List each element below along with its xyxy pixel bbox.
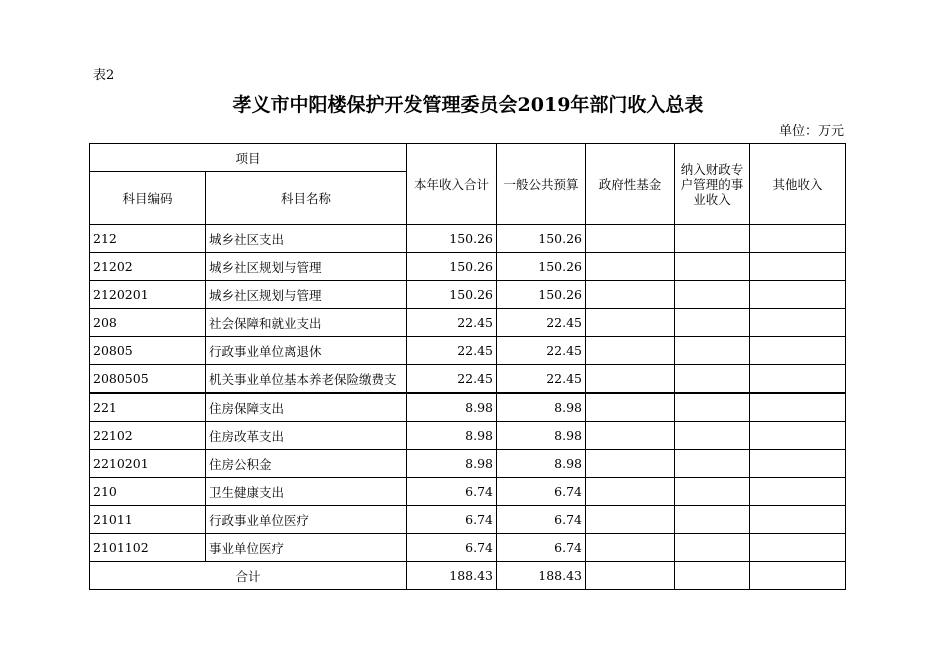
row-general-budget: 22.45	[497, 365, 586, 394]
row-government-fund	[586, 422, 675, 450]
row-total: 22.45	[407, 309, 497, 337]
other-income-sum	[750, 562, 846, 590]
row-name: 事业单位医疗	[206, 534, 407, 562]
row-code: 21202	[90, 253, 206, 281]
table-row	[90, 281, 846, 309]
row-other-income	[750, 225, 846, 253]
row-special-account-income	[675, 393, 750, 422]
row-government-fund	[586, 281, 675, 309]
row-total: 22.45	[407, 337, 497, 365]
row-other-income	[750, 478, 846, 506]
row-general-budget: 8.98	[497, 450, 586, 478]
row-government-fund	[586, 253, 675, 281]
row-code: 2120201	[90, 281, 206, 309]
row-government-fund	[586, 225, 675, 253]
row-other-income	[750, 309, 846, 337]
row-other-income	[750, 450, 846, 478]
header-government-fund: 政府性基金	[586, 144, 675, 225]
row-other-income	[750, 253, 846, 281]
row-other-income	[750, 337, 846, 365]
row-code: 21011	[90, 506, 206, 534]
row-government-fund	[586, 365, 675, 394]
row-other-income	[750, 534, 846, 562]
row-government-fund	[586, 337, 675, 365]
header-general-budget: 一般公共预算	[497, 144, 586, 225]
row-general-budget: 22.45	[497, 309, 586, 337]
row-general-budget: 8.98	[497, 393, 586, 422]
row-general-budget: 6.74	[497, 506, 586, 534]
unit-label: 单位：万元	[778, 124, 844, 139]
table-row	[90, 478, 846, 506]
row-special-account-income	[675, 506, 750, 534]
page-title: 孝义市中阳楼保护开发管理委员会2019年部门收入总表	[232, 94, 704, 116]
total-row	[90, 562, 846, 590]
table-row	[90, 337, 846, 365]
header-total: 本年收入合计	[407, 144, 497, 225]
row-total: 8.98	[407, 422, 497, 450]
row-special-account-income	[675, 225, 750, 253]
row-government-fund	[586, 309, 675, 337]
row-general-budget: 150.26	[497, 253, 586, 281]
total-label: 合计	[90, 562, 407, 590]
row-code: 221	[90, 393, 206, 422]
row-other-income	[750, 365, 846, 394]
general-budget-sum: 188.43	[497, 562, 586, 590]
header-name: 科目名称	[206, 172, 407, 225]
row-government-fund	[586, 478, 675, 506]
row-total: 6.74	[407, 506, 497, 534]
row-special-account-income	[675, 253, 750, 281]
row-name: 机关事业单位基本养老保险缴费支	[206, 365, 407, 394]
table-row	[90, 309, 846, 337]
row-code: 20805	[90, 337, 206, 365]
row-general-budget: 6.74	[497, 534, 586, 562]
row-other-income	[750, 506, 846, 534]
row-code: 2080505	[90, 365, 206, 394]
table-row	[90, 365, 846, 394]
row-name: 住房改革支出	[206, 422, 407, 450]
row-general-budget: 22.45	[497, 337, 586, 365]
row-government-fund	[586, 393, 675, 422]
row-name: 城乡社区支出	[206, 225, 407, 253]
special-account-income-sum	[675, 562, 750, 590]
row-general-budget: 150.26	[497, 225, 586, 253]
row-code: 212	[90, 225, 206, 253]
table-row	[90, 534, 846, 562]
row-other-income	[750, 393, 846, 422]
row-name: 行政事业单位离退休	[206, 337, 407, 365]
row-name: 城乡社区规划与管理	[206, 281, 407, 309]
row-special-account-income	[675, 534, 750, 562]
income-table	[89, 143, 846, 590]
row-total: 6.74	[407, 478, 497, 506]
row-special-account-income	[675, 422, 750, 450]
row-government-fund	[586, 534, 675, 562]
row-special-account-income	[675, 281, 750, 309]
row-general-budget: 150.26	[497, 281, 586, 309]
table-row	[90, 506, 846, 534]
row-code: 2101102	[90, 534, 206, 562]
header-item: 项目	[90, 144, 407, 172]
row-government-fund	[586, 506, 675, 534]
header-other-income: 其他收入	[750, 144, 846, 225]
row-name: 行政事业单位医疗	[206, 506, 407, 534]
row-code: 208	[90, 309, 206, 337]
row-total: 8.98	[407, 393, 497, 422]
row-name: 住房保障支出	[206, 393, 407, 422]
table-row	[90, 393, 846, 422]
row-total: 150.26	[407, 225, 497, 253]
row-general-budget: 8.98	[497, 422, 586, 450]
table-row	[90, 450, 846, 478]
row-name: 卫生健康支出	[206, 478, 407, 506]
row-other-income	[750, 422, 846, 450]
row-special-account-income	[675, 309, 750, 337]
row-code: 2210201	[90, 450, 206, 478]
table-number-label: 表2	[93, 68, 115, 83]
row-special-account-income	[675, 337, 750, 365]
row-name: 城乡社区规划与管理	[206, 253, 407, 281]
row-government-fund	[586, 450, 675, 478]
row-special-account-income	[675, 478, 750, 506]
row-other-income	[750, 281, 846, 309]
header-special-account-income: 纳入财政专户管理的事业收入	[675, 144, 750, 225]
row-total: 6.74	[407, 534, 497, 562]
table-row	[90, 422, 846, 450]
total-sum: 188.43	[407, 562, 497, 590]
row-code: 22102	[90, 422, 206, 450]
row-total: 150.26	[407, 281, 497, 309]
row-total: 150.26	[407, 253, 497, 281]
row-special-account-income	[675, 450, 750, 478]
row-special-account-income	[675, 365, 750, 394]
row-name: 住房公积金	[206, 450, 407, 478]
row-name: 社会保障和就业支出	[206, 309, 407, 337]
row-total: 22.45	[407, 365, 497, 394]
government-fund-sum	[586, 562, 675, 590]
table-row	[90, 225, 846, 253]
row-general-budget: 6.74	[497, 478, 586, 506]
header-code: 科目编码	[90, 172, 206, 225]
table-row	[90, 253, 846, 281]
row-code: 210	[90, 478, 206, 506]
row-total: 8.98	[407, 450, 497, 478]
